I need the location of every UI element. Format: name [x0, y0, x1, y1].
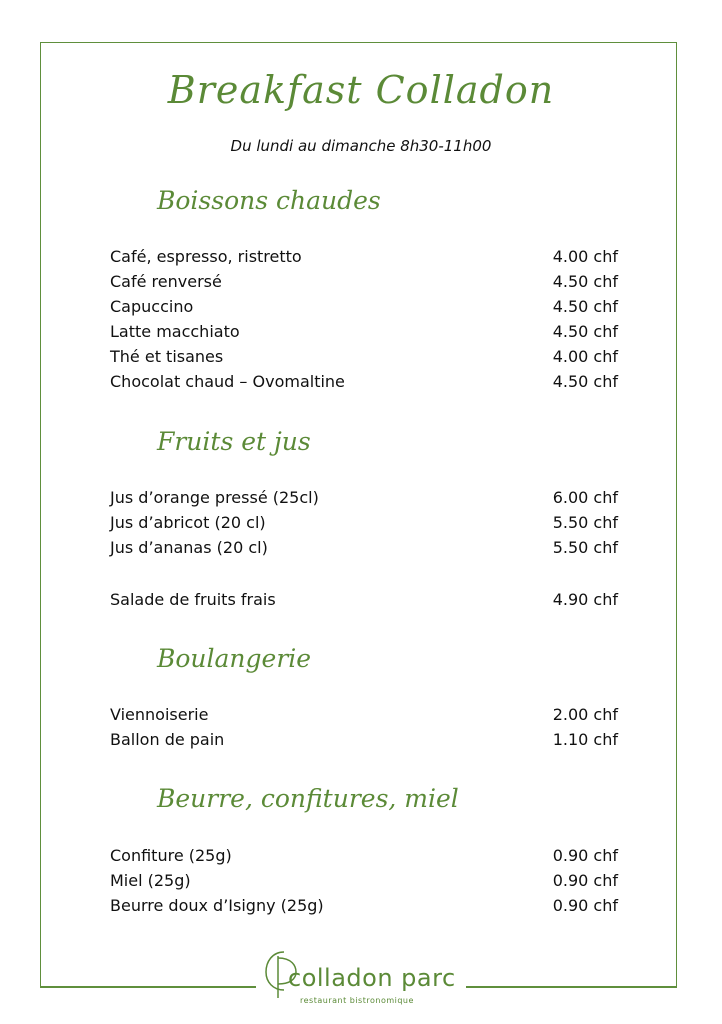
section-title-boulangerie: Boulangerie [157, 644, 312, 673]
section-title-fruits-et-jus: Fruits et jus [157, 427, 311, 456]
item-name: Chocolat chaud – Ovomaltine [110, 372, 345, 391]
menu-item [110, 537, 618, 559]
footer-logo [256, 944, 466, 1010]
item-name: Jus d’orange pressé (25cl) [110, 488, 319, 507]
menu-item [110, 845, 618, 867]
item-price: 4.50 chf [552, 372, 618, 391]
menu-title: Breakfast Colladon [167, 68, 555, 112]
item-price: 4.00 chf [552, 347, 618, 366]
menu-item [110, 371, 618, 393]
footer-divider-left [40, 986, 256, 987]
menu-item [110, 346, 618, 368]
item-name: Ballon de pain [110, 730, 225, 749]
menu-item [110, 321, 618, 343]
item-price: 5.50 chf [552, 513, 618, 532]
item-price: 0.90 chf [552, 846, 618, 865]
item-price: 4.50 chf [552, 272, 618, 291]
item-name: Café renversé [110, 272, 222, 291]
menu-item [110, 704, 618, 726]
item-name: Beurre doux d’Isigny (25g) [110, 896, 324, 915]
item-name: Café, espresso, ristretto [110, 247, 302, 266]
menu-item [110, 895, 618, 917]
section-title-boissons-chaudes: Boissons chaudes [157, 186, 381, 215]
item-price: 6.00 chf [552, 488, 618, 507]
brand-tagline: restaurant bistronomique [300, 996, 414, 1005]
item-name: Capuccino [110, 297, 194, 316]
item-price: 4.90 chf [552, 590, 618, 609]
menu-item [110, 296, 618, 318]
item-price: 4.00 chf [552, 247, 618, 266]
item-name: Jus d’ananas (20 cl) [110, 538, 268, 557]
item-price: 2.00 chf [552, 705, 618, 724]
item-name: Jus d’abricot (20 cl) [110, 513, 266, 532]
section-title-beurre-confitures-miel: Beurre, confitures, miel [157, 784, 459, 813]
item-price: 1.10 chf [552, 730, 618, 749]
menu-item [110, 870, 618, 892]
item-price: 4.50 chf [552, 297, 618, 316]
item-name: Viennoiserie [110, 705, 209, 724]
item-name: Miel (25g) [110, 871, 191, 890]
item-name: Thé et tisanes [110, 347, 224, 366]
item-price: 0.90 chf [552, 896, 618, 915]
menu-item [110, 512, 618, 534]
menu-item [110, 271, 618, 293]
item-price: 4.50 chf [552, 322, 618, 341]
item-name: Latte macchiato [110, 322, 240, 341]
opening-hours: Du lundi au dimanche 8h30-11h00 [230, 137, 492, 155]
footer-divider-right [466, 986, 677, 987]
item-price: 5.50 chf [552, 538, 618, 557]
menu-item [110, 729, 618, 751]
brand-name: colladon parc [288, 964, 456, 992]
item-name: Confiture (25g) [110, 846, 232, 865]
item-price: 0.90 chf [552, 871, 618, 890]
item-name: Salade de fruits frais [110, 590, 276, 609]
menu-item [110, 589, 618, 611]
menu-item [110, 246, 618, 268]
menu-item [110, 487, 618, 509]
